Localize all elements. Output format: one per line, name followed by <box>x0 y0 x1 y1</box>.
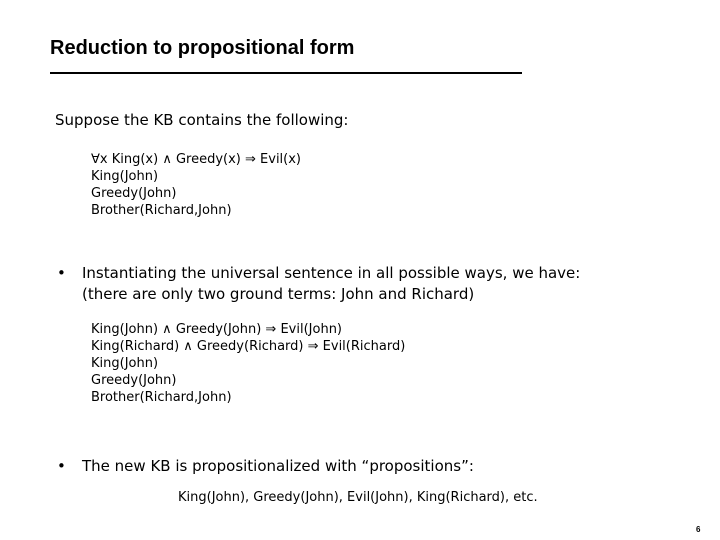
kb-sentence: King(Richard) ∧ Greedy(Richard) ⇒ Evil(Richard) <box>91 339 406 354</box>
bullet-marker: • <box>57 264 66 282</box>
kb-sentence: Brother(Richard,John) <box>91 203 232 218</box>
bullet-marker: • <box>57 457 66 475</box>
title-underline <box>50 72 522 74</box>
kb-original-block <box>91 151 301 219</box>
kb-sentence: Greedy(John) <box>91 186 177 201</box>
kb-sentence: King(John) <box>91 169 159 184</box>
kb-instantiated-block <box>91 321 405 406</box>
kb-sentence: ∀x King(x) ∧ Greedy(x) ⇒ Evil(x) <box>91 152 301 167</box>
bullet-line: (there are only two ground terms: John and Richard) <box>82 285 475 303</box>
kb-sentence: Brother(Richard,John) <box>91 390 232 405</box>
slide-title: Reduction to propositional form <box>50 37 355 59</box>
propositions-list: King(John), Greedy(John), Evil(John), King(Richard), etc. <box>178 490 538 505</box>
kb-sentence: King(John) ∧ Greedy(John) ⇒ Evil(John) <box>91 322 342 337</box>
bullet-line: Instantiating the universal sentence in all possible ways, we have: <box>82 264 581 282</box>
kb-sentence: King(John) <box>91 356 159 371</box>
kb-sentence: Greedy(John) <box>91 373 177 388</box>
intro-text: Suppose the KB contains the following: <box>55 111 349 129</box>
bullet-propositionalized: The new KB is propositionalized with “propositions”: <box>82 457 474 475</box>
bullet-instantiation <box>82 263 580 305</box>
page-number: 6 <box>696 525 701 534</box>
